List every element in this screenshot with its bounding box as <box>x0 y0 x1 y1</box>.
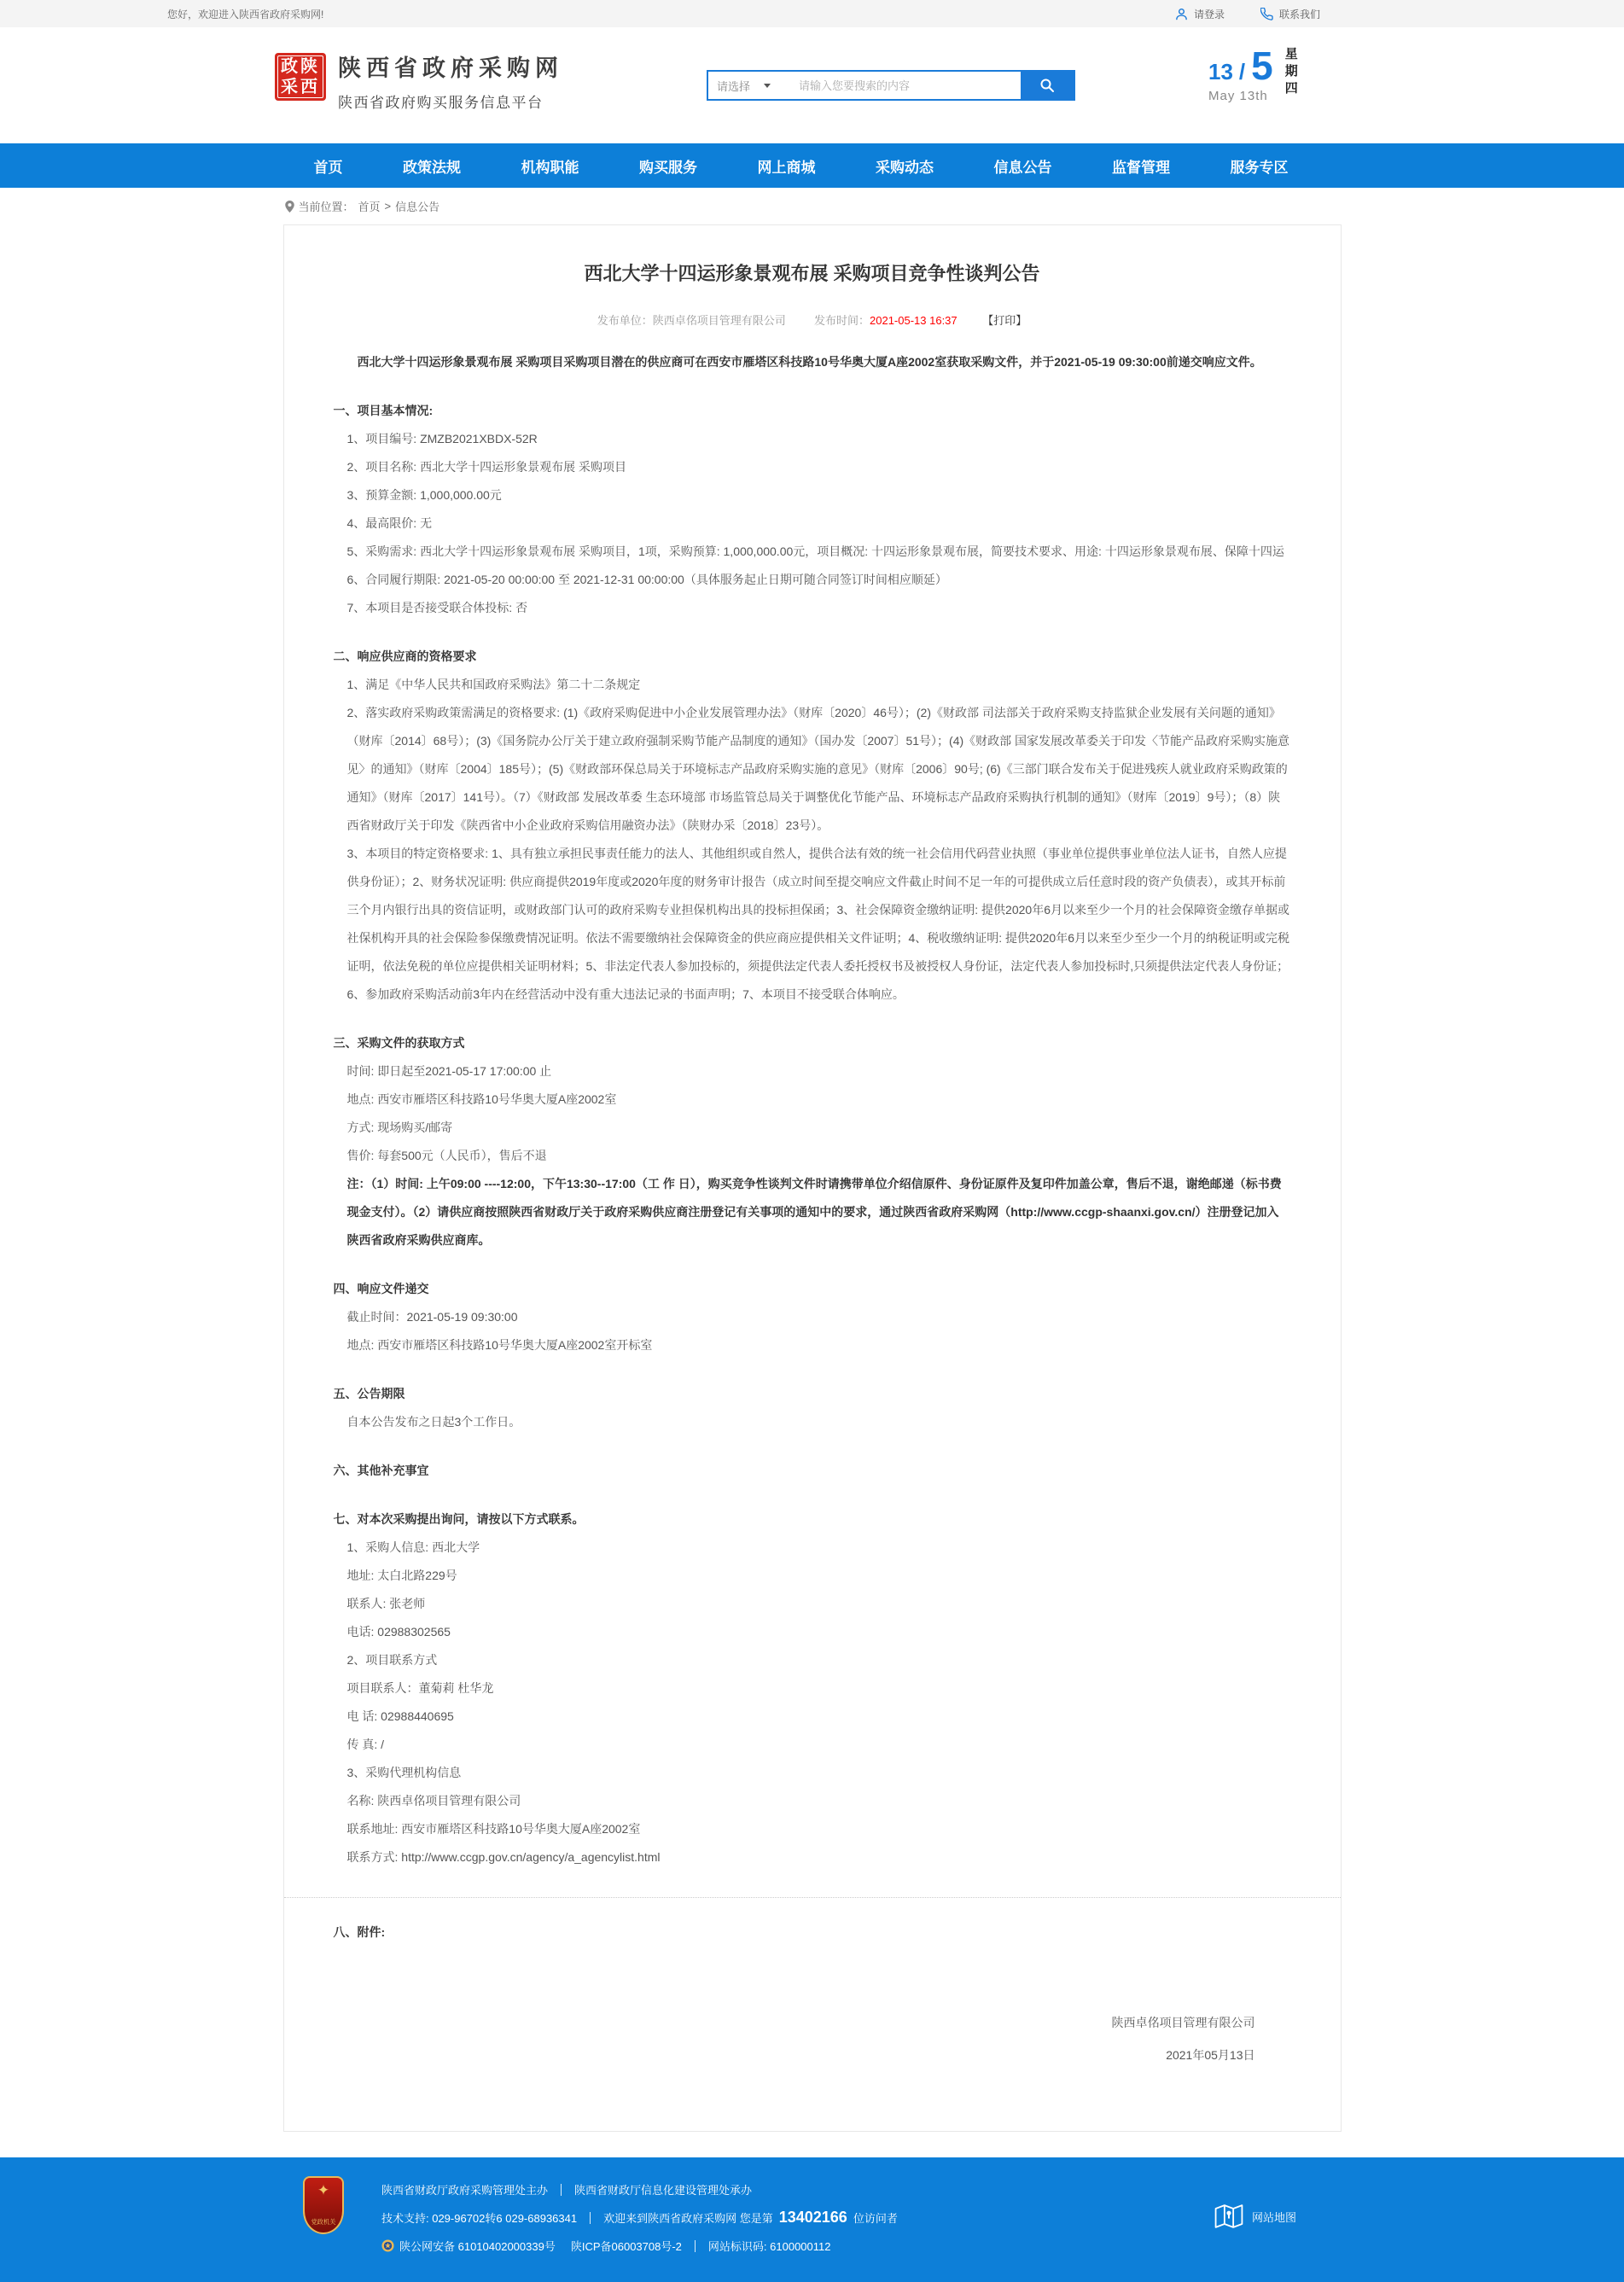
nav-item-1[interactable]: 首页 <box>313 159 343 176</box>
search-icon <box>1039 78 1055 93</box>
footer-police-record[interactable]: 陕公网安备 61010402000339号 <box>399 2240 556 2253</box>
article-signature <box>284 2006 1341 2071</box>
footer-divider <box>590 2212 591 2224</box>
article-line: 地点: 西安市雁塔区科技路10号华奥大厦A座2002室开标室 <box>346 1338 653 1352</box>
sitemap-link[interactable] <box>1214 2202 1296 2231</box>
intro-paragraph: 西北大学十四运形象景观布展 采购项目采购项目潜在的供应商可在西安市雁塔区科技路10号华奥大厦A座2002室获取采购文件，并于2021-05-19 09:30:00前递交响应文件。 <box>357 355 1262 369</box>
breadcrumb-label: 当前位置： <box>298 201 354 213</box>
search-box <box>707 70 1075 101</box>
publisher-label: 发布单位： <box>597 314 653 327</box>
topbar <box>0 0 1624 27</box>
publisher-value: 陕西卓佲项目管理有限公司 <box>652 314 786 327</box>
publish-time-label: 发布时间： <box>813 314 870 327</box>
article-line: 注：（1）时间: 上午09:00 ----12:00，下午13:30--17:00（工 作 日），购买竞争性谈判文件时请携带单位介绍信原件、身份证原件及复印件加盖公章，售后不退，谢绝邮递（标书费现金支付）。（2）请供应商按照陕西省财政厅关于政府采购供应商注册登记有关事项的通知中的要求，通过陕西省政府采购网（http://www.ccgp-shaanxi.gov.cn/）注册登记加入陕西省政府采购供应商库。 <box>346 1177 1282 1247</box>
article-line: 2、项目名称: 西北大学十四运形象景观布展 采购项目 <box>346 460 626 474</box>
footer-divider <box>561 2184 562 2196</box>
article-line: 2、项目联系方式 <box>346 1653 438 1667</box>
login-label: 请登录 <box>1193 8 1225 20</box>
article-line: 1、采购人信息: 西北大学 <box>346 1540 480 1554</box>
search-button[interactable] <box>1021 72 1074 99</box>
footer-host: 陕西省财政厅政府采购管理处主办 <box>381 2184 549 2197</box>
article-line: 地址: 太白北路229号 <box>346 1569 457 1582</box>
nav-item-5[interactable]: 网上商城 <box>757 159 816 176</box>
article-line: 电 话: 02988440695 <box>346 1709 454 1723</box>
site-header <box>0 27 1624 143</box>
section-heading: 一、项目基本情况: <box>333 404 434 417</box>
date-day: 13 <box>1208 59 1233 84</box>
breadcrumb-current[interactable]: 信息公告 <box>395 201 440 213</box>
publish-time-value: 2021-05-13 16:37 <box>870 314 958 327</box>
visitor-count: 13402166 <box>778 2209 847 2226</box>
article-line: 3、采购代理机构信息 <box>346 1766 462 1779</box>
section-heading: 三、采购文件的获取方式 <box>333 1036 465 1050</box>
site-title: 陕西省政府采购网 <box>338 55 563 81</box>
search-input[interactable] <box>794 72 1021 99</box>
site-logo[interactable] <box>275 53 326 101</box>
footer-support: 技术支持: 029-96702转6 029-68936341 <box>381 2212 578 2225</box>
article-line: 5、采购需求: 西北大学十四运形象景观布展 采购项目，1项，采购预算: 1,000,000.00元，项目概况: 十四运形象景观布展，简要技术要求、用途: 十四运形象景观布展、保障十四运 <box>346 544 1284 558</box>
print-button[interactable]: 【打印】 <box>982 314 1027 327</box>
article-line: 3、本项目的特定资格要求: 1、具有独立承担民事责任能力的法人、其他组织或自然人，提供合法有效的统一社会信用代码营业执照（事业单位提供事业单位法人证书，自然人应提供身份证）；2、财务状况证明: 供应商提供2019年度或2020年度的财务审计报告（成立时间至提交响应文件截止时间不足一年的可提供成立后任意时段的资产负债表），或其开标前三个月内银行出具的资信证明，或财政部门认可的政府采购专业担保机构出具的投标担保函；3、社会保障资金缴纳证明: 提供2020年6月以来至少一个月的社会保障资金缴存单据或社保机构开具的社会保险参保缴费情况证明。依法不需要缴纳社会保障资金的供应商应提供相关文件证明；4、税收缴纳证明: 提供2020年6月以来至少至少一个月的纳税证明或完税证明，依法免税的单位应提供相关证明材料；5、非法定代表人参加投标的，须提供法定代表人委托授权书及被授权人身份证，法定代表人参加投标时,只须提供法定代表人身份证；6、参加政府采购活动前3年内在经营活动中没有重大违法记录的书面声明；7、本项目不接受联合体响应。 <box>346 847 1289 1001</box>
article-meta <box>284 311 1341 328</box>
article-line: 时间: 即日起至2021-05-17 17:00:00 止 <box>346 1064 552 1078</box>
search-category-value: 请选择 <box>717 79 751 93</box>
search-category-select[interactable] <box>708 72 794 99</box>
sitemap-label: 网站地图 <box>1252 2210 1297 2224</box>
signature-date: 2021年05月13日 <box>1166 2048 1255 2062</box>
footer-undertake: 陕西省财政厅信息化建设管理处承办 <box>574 2184 753 2197</box>
section-heading: 二、响应供应商的资格要求 <box>333 649 477 663</box>
article-line: 2、落实政府采购政策需满足的资格要求: (1)《政府采购促进中小企业发展管理办法》（财库〔2020〕46号）；(2)《财政部 司法部关于政府采购支持监狱企业发展有关问题的通知》（财库〔2014〕68号）；(3)《国务院办公厅关于建立政府强制采购节能产品制度的通知》（国办发〔2007〕51号）；(4)《财政部 国家发展改革委关于印发〈节能产品政府采购实施意见〉的通知》（财库〔2004〕185号）；(5)《财政部环保总局关于环境标志产品政府采购实施的意见》（财库〔2006〕90号; (6)《三部门联合发布关于促进残疾人就业政府采购政策的通知》（财库〔2017〕141号）。（7）《财政部 发展改革委 生态环境部 市场监管总局关于调整优化节能产品、环境标志产品政府采购执行机制的通知》（财库〔2019〕9号）；（8）陕西省财政厅关于印发《陕西省中小企业政府采购信用融资办法》（陕财办采〔2018〕23号）。 <box>346 706 1290 832</box>
location-pin-icon <box>285 201 294 212</box>
login-link[interactable] <box>1175 7 1225 21</box>
government-emblem <box>303 2176 344 2234</box>
article-line: 传 真: / <box>346 1738 385 1751</box>
article-line: 截止时间：2021-05-19 09:30:00 <box>346 1310 518 1324</box>
section-heading: 五、公告期限 <box>333 1387 405 1400</box>
user-icon <box>1175 8 1188 20</box>
date-month: 5 <box>1251 44 1273 88</box>
police-badge-icon <box>381 2239 394 2252</box>
article-line: 联系人: 张老师 <box>346 1597 426 1610</box>
nav-item-3[interactable]: 机构职能 <box>521 159 579 176</box>
section-heading: 八、附件: <box>333 1925 386 1939</box>
sitemap-map-icon <box>1214 2202 1244 2231</box>
nav-item-2[interactable]: 政策法规 <box>403 159 461 176</box>
contact-label: 联系我们 <box>1278 8 1320 20</box>
breadcrumb <box>283 188 1342 221</box>
article-line: 项目联系人：董菊莉 杜华龙 <box>346 1681 494 1695</box>
logo-text-top: 政陕 <box>281 57 320 76</box>
phone-icon <box>1260 8 1273 20</box>
article-line: 3、预算金额: 1,000,000.00元 <box>346 488 502 502</box>
article-line: 联系方式: http://www.ccgp.gov.cn/agency/a_agencylist.html <box>346 1850 661 1864</box>
article-line: 自本公告发布之日起3个工作日。 <box>346 1415 521 1429</box>
section-heading: 六、其他补充事宜 <box>333 1464 429 1477</box>
dotted-divider <box>284 1897 1341 1898</box>
article-line: 联系地址: 西安市雁塔区科技路10号华奥大厦A座2002室 <box>346 1822 641 1836</box>
article-line: 4、最高限价: 无 <box>346 516 433 530</box>
site-subtitle: 陕西省政府购买服务信息平台 <box>338 95 544 111</box>
emblem-torch-icon: ✦ <box>317 2182 330 2198</box>
article-line: 1、项目编号: ZMZB2021XBDX-52R <box>346 432 538 445</box>
emblem-label: 党政机关 <box>311 2218 336 2226</box>
footer <box>0 2157 1624 2282</box>
section-heading: 四、响应文件递交 <box>333 1282 429 1295</box>
footer-icp-record[interactable]: 陕ICP备06003708号-2 <box>570 2240 682 2253</box>
article-line: 售价: 每套500元（人民币），售后不退 <box>346 1149 547 1162</box>
article-line: 名称: 陕西卓佲项目管理有限公司 <box>346 1794 521 1808</box>
nav-item-4[interactable]: 购买服务 <box>639 159 697 176</box>
footer-site-code: 网站标识码: 6100000112 <box>707 2240 831 2253</box>
contact-link[interactable] <box>1260 7 1320 21</box>
date-widget <box>1208 46 1301 103</box>
signature-company: 陕西卓佲项目管理有限公司 <box>1111 2016 1255 2029</box>
nav-item-8[interactable]: 监督管理 <box>1112 159 1170 176</box>
article-line: 方式: 现场购买/邮寄 <box>346 1121 453 1134</box>
nav-item-6[interactable]: 采购动态 <box>876 159 934 176</box>
article-line: 7、本项目是否接受联合体投标: 否 <box>346 601 528 614</box>
breadcrumb-separator: > <box>384 200 392 212</box>
breadcrumb-home[interactable]: 首页 <box>358 201 381 213</box>
footer-welcome-suffix: 位访问者 <box>853 2212 898 2225</box>
date-weekday: 星期四 <box>1284 47 1298 96</box>
nav-item-9[interactable]: 服务专区 <box>1230 159 1289 176</box>
footer-welcome-prefix: 欢迎来到陕西省政府采购网 您是第 <box>603 2212 773 2225</box>
nav-item-7[interactable]: 信息公告 <box>993 159 1052 176</box>
announcement-article <box>283 224 1342 2132</box>
chevron-down-icon <box>764 84 771 88</box>
logo-text-bottom: 采西 <box>281 78 320 96</box>
page-title: 西北大学十四运形象景观布展 采购项目竞争性谈判公告 <box>584 263 1040 284</box>
welcome-text: 您好，欢迎进入陕西省政府采购网! <box>167 8 324 20</box>
article-line: 1、满足《中华人民共和国政府采购法》第二十二条规定 <box>346 678 641 691</box>
date-separator: / <box>1238 59 1246 84</box>
article-line: 地点: 西安市雁塔区科技路10号华奥大厦A座2002室 <box>346 1092 617 1106</box>
main-nav-bar <box>0 143 1624 188</box>
article-line: 电话: 02988302565 <box>346 1625 451 1639</box>
footer-divider <box>695 2240 696 2252</box>
article-body <box>284 348 1341 1947</box>
article-line: 6、合同履行期限: 2021-05-20 00:00:00 至 2021-12-31 00:00:00（具体服务起止日期可随合同签订时间相应顺延） <box>346 573 947 586</box>
date-english: May 13th <box>1208 89 1268 103</box>
section-heading: 七、对本次采购提出询问，请按以下方式联系。 <box>333 1512 585 1526</box>
main-nav <box>283 143 1342 188</box>
